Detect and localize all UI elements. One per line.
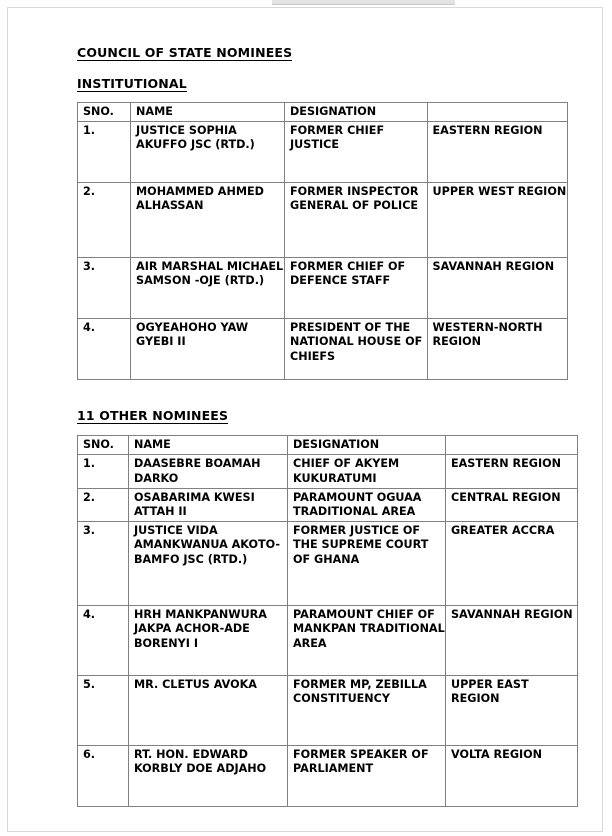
table-row (78, 455, 578, 488)
column-header-name: NAME (131, 103, 285, 122)
table-row (78, 746, 578, 807)
cell-name: JUSTICE VIDA AMANKWANUA AKOTO-BAMFO JSC (RTD.) (129, 522, 288, 606)
cell-region: UPPER EAST REGION (446, 676, 578, 746)
cell-name: OSABARIMA KWESI ATTAH II (129, 488, 288, 521)
cell-region: SAVANNAH REGION (427, 258, 567, 319)
column-header-designation: DESIGNATION (288, 436, 446, 455)
cell-name: OGYEAHOHO YAW GYEBI II (131, 319, 285, 380)
cell-region: VOLTA REGION (446, 746, 578, 807)
document-page (7, 7, 603, 832)
page-title: COUNCIL OF STATE NOMINEES (77, 45, 293, 60)
cell-sno: 1. (78, 122, 131, 183)
cell-name: DAASEBRE BOAMAH DARKO (129, 455, 288, 488)
top-ui-strip-area (0, 0, 612, 7)
cell-region: EASTERN REGION (427, 122, 567, 183)
section-heading-institutional: INSTITUTIONAL (77, 76, 187, 91)
top-ui-strip (272, 0, 455, 5)
spacer-after-title (77, 61, 587, 77)
cell-designation: PARAMOUNT OGUAA TRADITIONAL AREA (288, 488, 446, 521)
cell-sno: 4. (78, 319, 131, 380)
table-row (78, 676, 578, 746)
cell-designation: PARAMOUNT CHIEF OF MANKPAN TRADITIONAL AREA (288, 606, 446, 676)
table-row (78, 319, 568, 380)
cell-sno: 2. (78, 183, 131, 258)
cell-sno: 3. (78, 522, 129, 606)
table-institutional-nominees (77, 102, 568, 380)
section-heading-institutional-wrap (77, 77, 587, 92)
document-content (77, 46, 587, 807)
table-row (78, 488, 578, 521)
cell-designation: CHIEF OF AKYEM KUKURATUMI (288, 455, 446, 488)
column-header-designation: DESIGNATION (285, 103, 428, 122)
cell-name: MR. CLETUS AVOKA (129, 676, 288, 746)
section-heading-other-wrap (77, 409, 587, 424)
table-row (78, 258, 568, 319)
table-other-nominees (77, 435, 578, 807)
spacer-after-institutional-heading (77, 92, 587, 102)
table-row (78, 606, 578, 676)
cell-sno: 4. (78, 606, 129, 676)
column-header-region (427, 103, 567, 122)
cell-name: HRH MANKPANWURA JAKPA ACHOR-ADE BORENYI I (129, 606, 288, 676)
cell-designation: FORMER INSPECTOR GENERAL OF POLICE (285, 183, 428, 258)
cell-designation: PRESIDENT OF THE NATIONAL HOUSE OF CHIEFS (285, 319, 428, 380)
cell-sno: 1. (78, 455, 129, 488)
cell-region: UPPER WEST REGION (427, 183, 567, 258)
cell-sno: 5. (78, 676, 129, 746)
cell-name: MOHAMMED AHMED ALHASSAN (131, 183, 285, 258)
cell-designation: FORMER CHIEF OF DEFENCE STAFF (285, 258, 428, 319)
cell-designation: FORMER SPEAKER OF PARLIAMENT (288, 746, 446, 807)
cell-name: JUSTICE SOPHIA AKUFFO JSC (RTD.) (131, 122, 285, 183)
column-header-name: NAME (129, 436, 288, 455)
table-row (78, 183, 568, 258)
page-title-wrap (77, 46, 587, 61)
cell-designation: FORMER MP, ZEBILLA CONSTITUENCY (288, 676, 446, 746)
cell-region: SAVANNAH REGION (446, 606, 578, 676)
table-row (78, 522, 578, 606)
cell-designation: FORMER JUSTICE OF THE SUPREME COURT OF GHANA (288, 522, 446, 606)
cell-region: EASTERN REGION (446, 455, 578, 488)
column-header-sno: SNO. (78, 436, 129, 455)
cell-region: GREATER ACCRA (446, 522, 578, 606)
column-header-sno: SNO. (78, 103, 131, 122)
cell-region: CENTRAL REGION (446, 488, 578, 521)
table-header-row (78, 103, 568, 122)
cell-designation: FORMER CHIEF JUSTICE (285, 122, 428, 183)
cell-region: WESTERN-NORTH REGION (427, 319, 567, 380)
cell-sno: 6. (78, 746, 129, 807)
table-row (78, 122, 568, 183)
table-header-row (78, 436, 578, 455)
cell-name: RT. HON. EDWARD KORBLY DOE ADJAHO (129, 746, 288, 807)
section-heading-other: 11 OTHER NOMINEES (77, 408, 229, 424)
column-header-region (446, 436, 578, 455)
cell-sno: 2. (78, 488, 129, 521)
cell-sno: 3. (78, 258, 131, 319)
cell-name: AIR MARSHAL MICHAEL SAMSON -OJE (RTD.) (131, 258, 285, 319)
spacer-after-other-heading (77, 424, 587, 435)
spacer-between-sections (77, 380, 587, 409)
